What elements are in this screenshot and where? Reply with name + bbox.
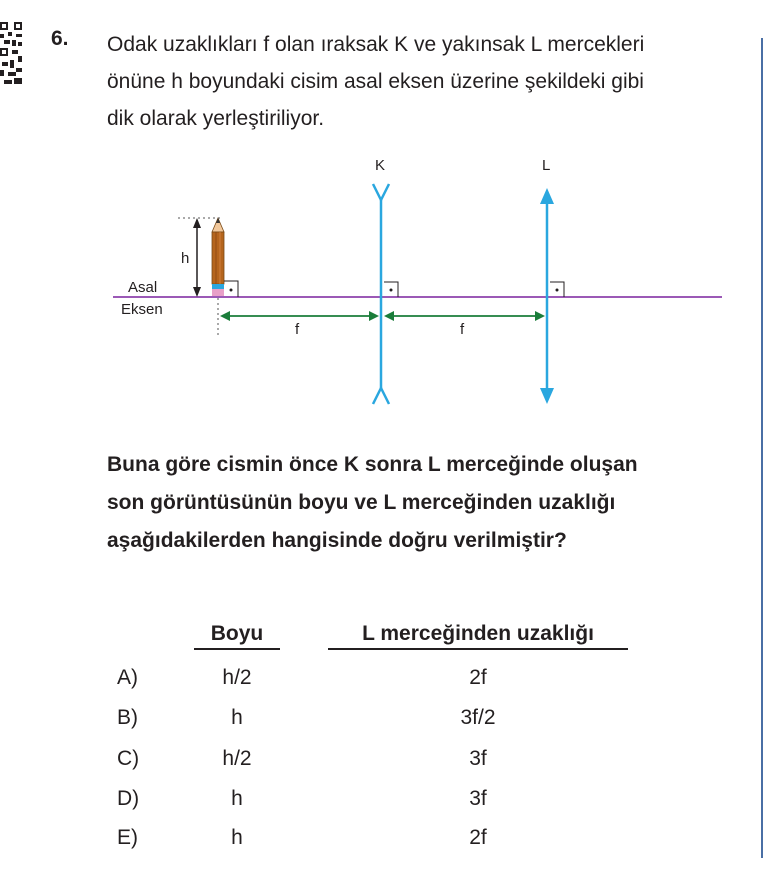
option-letter: E) <box>117 826 138 849</box>
option-letter: C) <box>117 747 140 770</box>
answer-option-a[interactable] <box>0 666 768 696</box>
diverging-lens-k <box>373 184 389 404</box>
answer-option-b[interactable] <box>0 706 768 736</box>
option-boyu: h <box>231 706 243 729</box>
lens-l-label: L <box>542 157 551 174</box>
option-distance: 2f <box>469 826 487 849</box>
question-line: Odak uzaklıkları f olan ıraksak K ve yakınsak L mercekleri <box>107 33 645 56</box>
option-boyu: h/2 <box>222 747 252 770</box>
focal-label: f <box>295 321 300 338</box>
answer-option-d[interactable] <box>0 787 768 817</box>
lens-k-label: K <box>375 157 386 174</box>
focal-label: f <box>460 321 465 338</box>
option-letter: A) <box>117 666 138 689</box>
axis-label-asal: Asal <box>128 279 158 296</box>
option-boyu: h/2 <box>222 666 252 689</box>
option-distance: 3f/2 <box>460 706 496 729</box>
column-rule <box>194 648 280 650</box>
option-boyu: h <box>231 826 243 849</box>
height-arrow <box>193 218 201 297</box>
question-number: 6. <box>51 27 69 50</box>
option-letter: D) <box>117 787 140 810</box>
option-distance: 2f <box>469 666 487 689</box>
option-distance: 3f <box>469 787 487 810</box>
axis-label-eksen: Eksen <box>121 301 163 318</box>
focal-distance-arrow <box>220 311 379 321</box>
prompt-line: son görüntüsünün boyu ve L merceğinden uzaklığı <box>107 491 616 514</box>
option-boyu: h <box>231 787 243 810</box>
option-letter: B) <box>117 706 138 729</box>
height-label: h <box>181 250 190 267</box>
column-header-distance: L merceğinden uzaklığı <box>362 622 594 645</box>
question-line: önüne h boyundaki cisim asal eksen üzerine şekildeki gibi <box>107 70 644 93</box>
prompt-line: aşağıdakilerden hangisinde doğru verilmiştir? <box>107 529 567 552</box>
question-line: dik olarak yerleştiriliyor. <box>107 107 325 130</box>
focal-distance-arrow <box>384 311 545 321</box>
option-distance: 3f <box>469 747 487 770</box>
column-header-boyu: Boyu <box>210 622 264 645</box>
question-prompt <box>107 446 723 560</box>
prompt-line: Buna göre cismin önce K sonra L merceğinde oluşan <box>107 453 638 476</box>
answer-option-c[interactable] <box>0 747 768 777</box>
pencil-object-icon <box>212 218 224 296</box>
lens-diagram <box>0 0 768 420</box>
column-rule <box>328 648 628 650</box>
answer-option-e[interactable] <box>0 826 768 856</box>
